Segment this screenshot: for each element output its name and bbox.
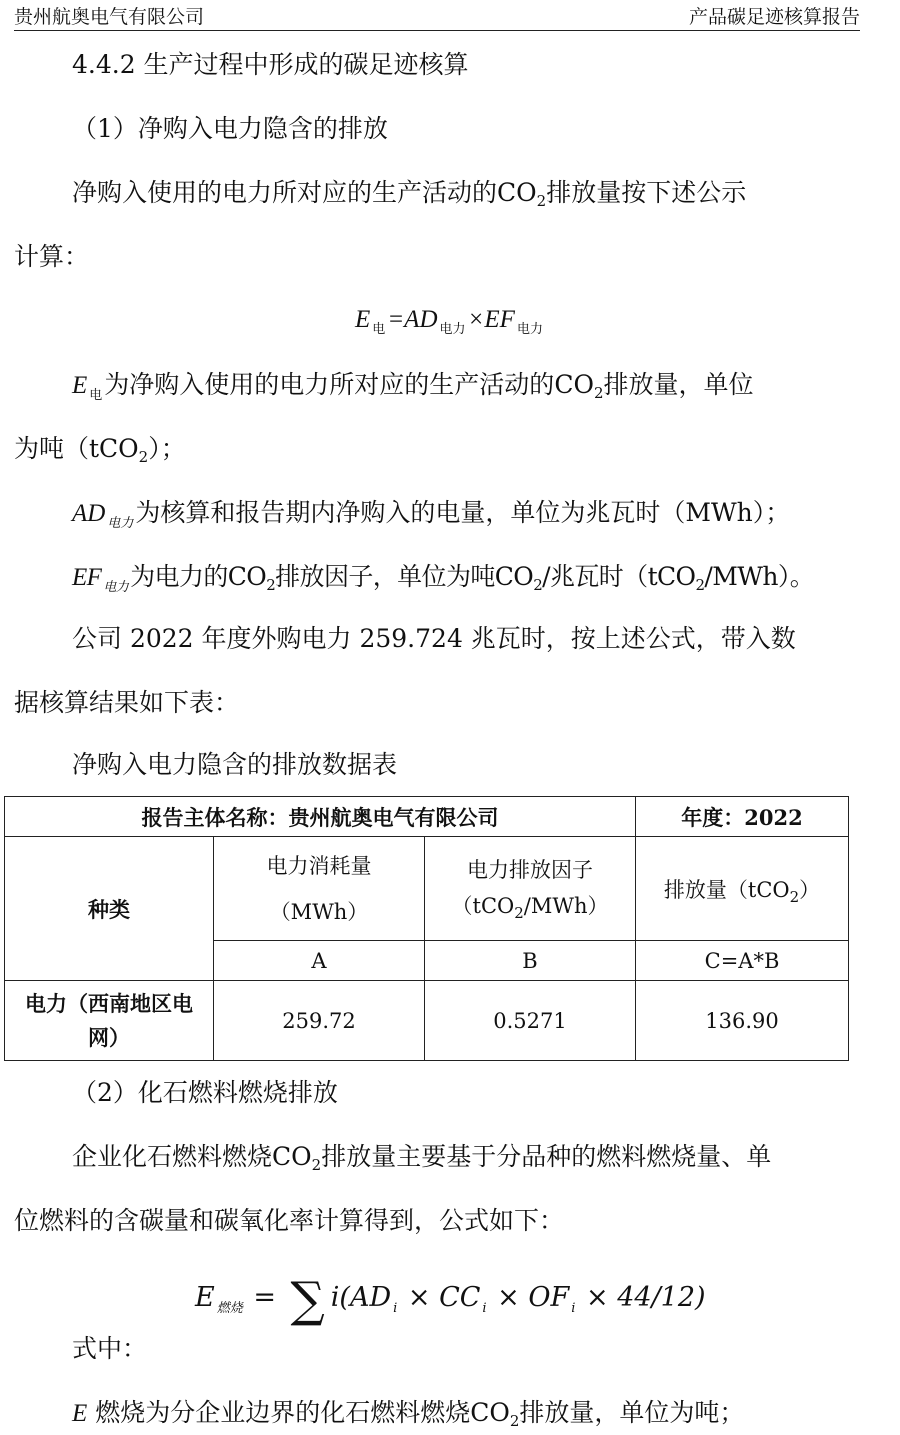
sigma-symbol: ∑ bbox=[290, 1272, 325, 1328]
definition-ad: AD $_{电力}$为核算和报告期内净购入的电量，单位为兆瓦时（MWh）； bbox=[72, 498, 791, 531]
col-consumption-header: 电力消耗量 （MWh） bbox=[214, 837, 425, 941]
definition-ef: EF $_{电力}$为电力的$CO_2$排放因子，单位为吨$CO_2/$兆瓦时（tCO$_2$/MWh）。 bbox=[72, 562, 815, 595]
col-emission-header: 排放量（tCO$_2$） bbox=[636, 837, 849, 941]
paragraph-3-line-1: 企业化石燃料燃烧$CO_2$排放量主要基于分品种的燃料燃烧量、单 bbox=[72, 1142, 772, 1174]
paragraph-2-line-1: 公司 2022 年度外购电力 259.724 兆瓦时，按上述公式，带入数 bbox=[72, 624, 796, 653]
subsection-2-title: （2）化石燃料燃烧排放 bbox=[72, 1078, 338, 1107]
formula-combustion: E $_{燃烧}$ = ∑ i(AD $_i$ × CC $_i$ × OF $_i$ × 44/12) bbox=[195, 1272, 706, 1328]
subsection-1-title: （1）净购入电力隐含的排放 bbox=[72, 114, 388, 143]
code-b: B bbox=[425, 941, 636, 981]
table-row bbox=[5, 981, 849, 1061]
row-consumption: 259.72 bbox=[214, 981, 425, 1061]
paragraph-1-line-2: 计算： bbox=[14, 242, 90, 271]
row-factor: 0.5271 bbox=[425, 981, 636, 1061]
definition-e-line-1: E $_电$为净购入使用的电力所对应的生产活动的$CO_2$排放量，单位 bbox=[72, 370, 754, 403]
where-label: 式中： bbox=[72, 1334, 148, 1363]
code-c: C=A*B bbox=[636, 941, 849, 981]
emission-data-table bbox=[4, 796, 849, 1061]
header-report-title: 产品碳足迹核算报告 bbox=[688, 6, 860, 28]
section-title: 4.4.2 生产过程中形成的碳足迹核算 bbox=[72, 50, 469, 79]
formula-electricity: E $_电$=AD $_{电力}$×EF $_{电力}$ bbox=[355, 306, 543, 337]
code-a: A bbox=[214, 941, 425, 981]
paragraph-2-line-2: 据核算结果如下表： bbox=[14, 688, 240, 717]
definition-e-line-2: 为吨（tCO$_2$）； bbox=[14, 434, 186, 466]
header-company: 贵州航奥电气有限公司 bbox=[14, 6, 205, 28]
table-subject: 报告主体名称：贵州航奥电气有限公司 bbox=[5, 797, 636, 837]
col-type-header: 种类 bbox=[5, 837, 214, 981]
row-type: 电力（西南地区电 网） bbox=[5, 981, 214, 1061]
table-row bbox=[5, 837, 849, 941]
definition-e-combustion: E 燃烧为分企业边界的化石燃料燃烧$CO_2$排放量，单位为吨； bbox=[72, 1398, 745, 1430]
row-emission: 136.90 bbox=[636, 981, 849, 1061]
table-row bbox=[5, 797, 849, 837]
paragraph-3-line-2: 位燃料的含碳量和碳氧化率计算得到，公式如下： bbox=[14, 1206, 565, 1235]
table-caption: 净购入电力隐含的排放数据表 bbox=[72, 750, 398, 779]
col-factor-header: 电力排放因子 （tCO$_2$/MWh） bbox=[425, 837, 636, 941]
page-header bbox=[14, 0, 860, 31]
table-year: 年度：2022 bbox=[636, 797, 849, 837]
paragraph-1-line-1: 净购入使用的电力所对应的生产活动的$CO_2$排放量按下述公示 bbox=[72, 178, 747, 210]
